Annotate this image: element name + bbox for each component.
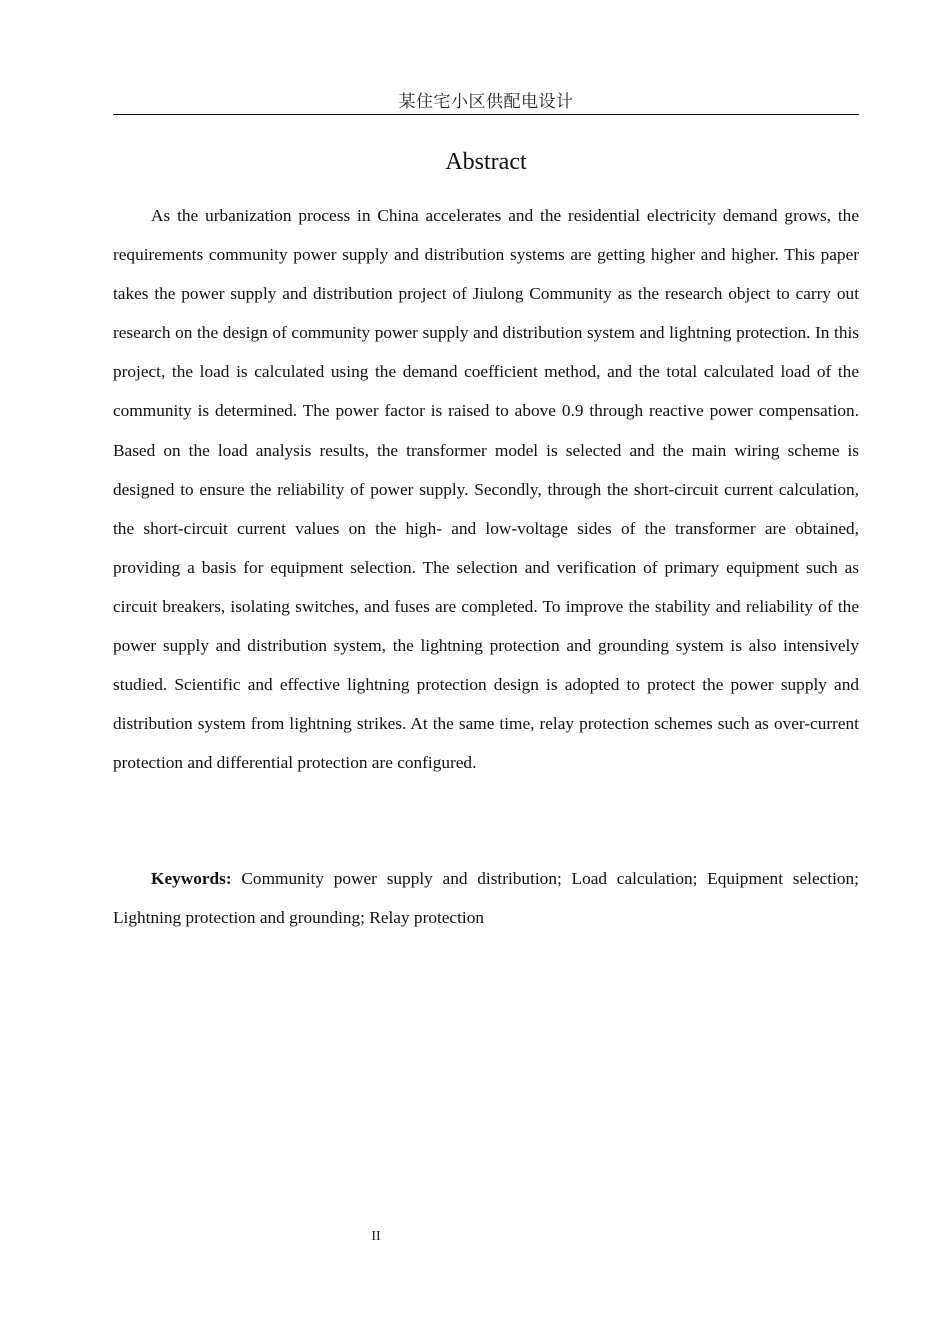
keywords-text: Community power supply and distribution; Load calculation; Equipment selection; Lightning protection and grounding; Relay protection <box>113 869 859 928</box>
keywords-label: Keywords: <box>151 869 232 888</box>
abstract-title: Abstract <box>445 149 527 175</box>
running-header: 某住宅小区供配电设计 <box>113 90 859 115</box>
abstract-body: As the urbanization process in China accelerates and the residential electricity demand grows, the requirements community power supply and distribution systems are getting higher and higher. This paper takes the power supply and distribution project of Jiulong Community as the research object to carry out research on the design of community power supply and distribution system and lightning protection. In this project, the load is calculated using the demand coefficient method, and the total calculated load of the community is determined. The power factor is raised to above 0.9 through reactive power compensation. Based on the load analysis results, the transformer model is selected and the main wiring scheme is designed to ensure the reliability of power supply. Secondly, through the short-circuit current calculation, the short-circuit current values on the high- and low-voltage sides of the transformer are obtained, providing a basis for equipment selection. The selection and verification of primary equipment such as circuit breakers, isolating switches, and fuses are completed. To improve the stability and reliability of the power supply and distribution system, the lightning protection and grounding system is also intensively studied. Scientific and effective lightning protection design is adopted to protect the power supply and distribution system from lightning strikes. At the same time, relay protection schemes such as over-current protection and differential protection are configured. <box>113 206 859 773</box>
page-number: II <box>371 1229 381 1244</box>
keywords-paragraph <box>113 859 859 937</box>
